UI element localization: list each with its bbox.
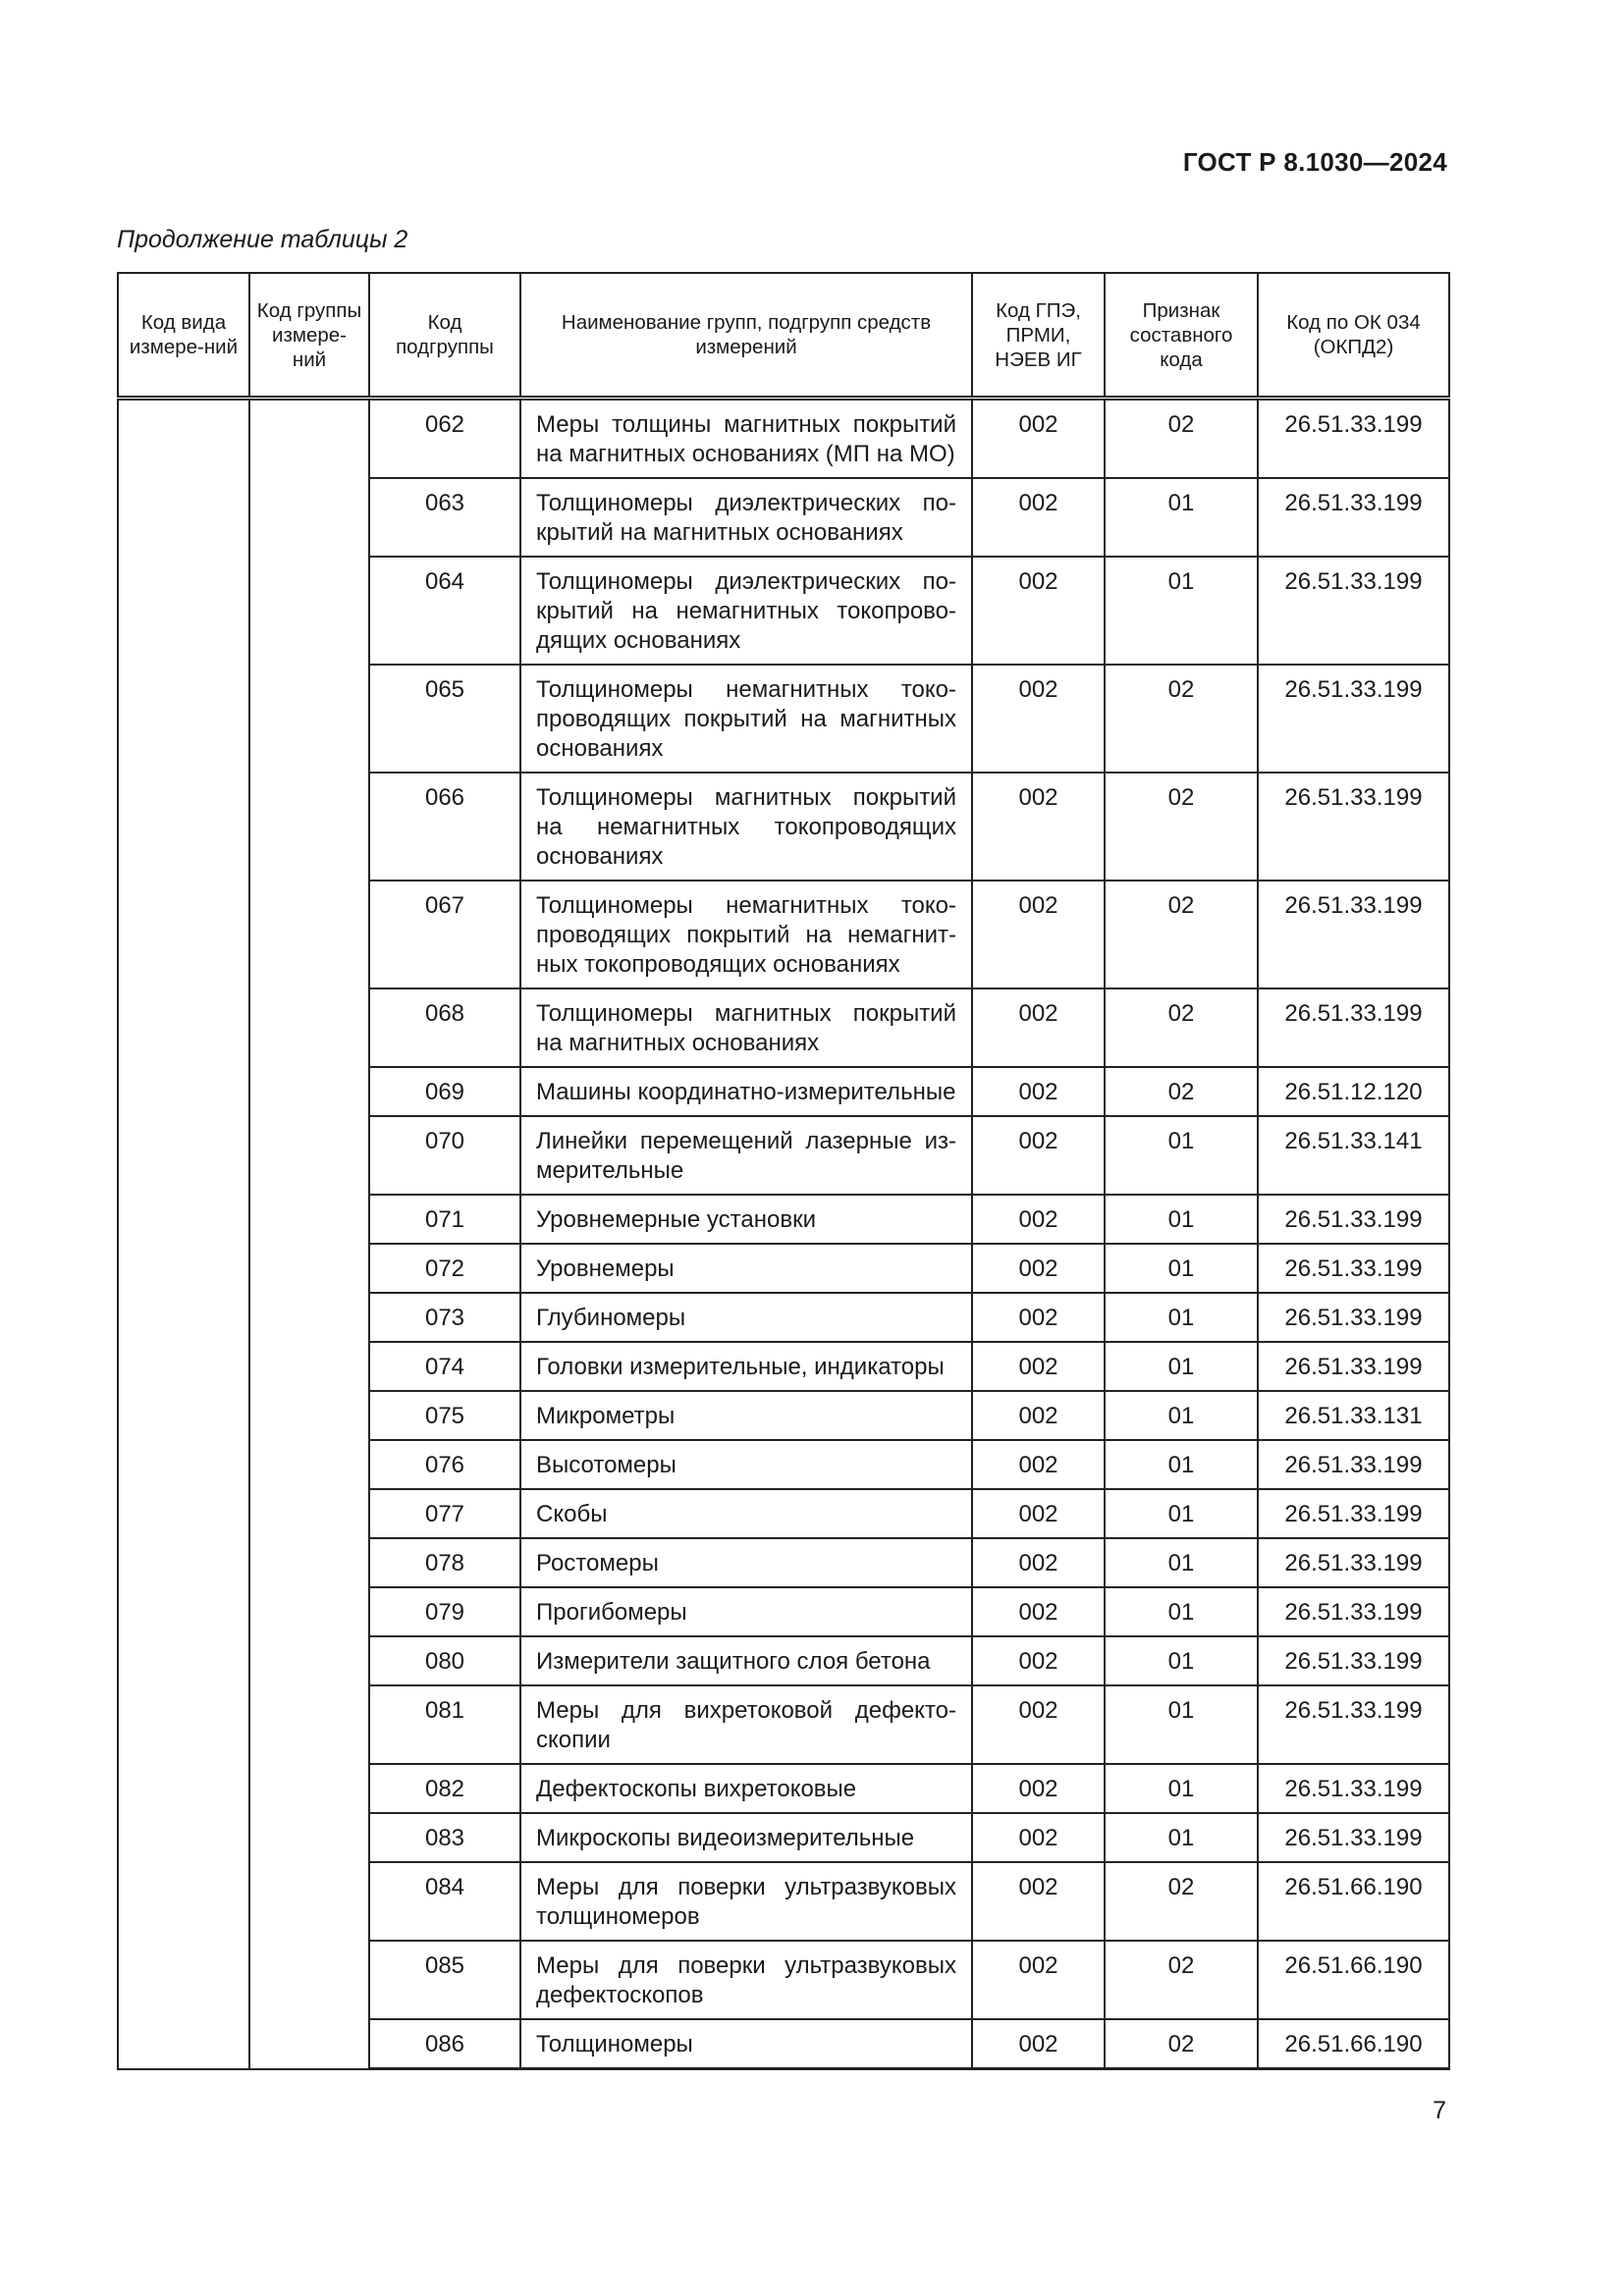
group-name-cell: Прогибомеры (520, 1587, 972, 1636)
group-name-cell: Меры толщины магнитных покрытий на магнитных основаниях (МП на МО) (520, 399, 972, 479)
composite-sign-cell: 01 (1105, 557, 1258, 665)
subgroup-code-cell: 077 (369, 1489, 520, 1538)
subgroup-code-cell: 086 (369, 2019, 520, 2069)
okpd-code-cell: 26.51.33.199 (1258, 1244, 1449, 1293)
column-header: Код группы измере-ний (249, 273, 369, 399)
subgroup-code-cell: 068 (369, 988, 520, 1067)
subgroup-code-cell: 066 (369, 773, 520, 881)
gpe-code-cell: 002 (972, 1941, 1105, 2019)
group-name-cell: Меры для вихретоковой дефекто-скопии (520, 1685, 972, 1764)
composite-sign-cell: 01 (1105, 1587, 1258, 1636)
kind-code-cell (118, 399, 249, 2069)
group-name-cell: Меры для поверки ультразвуковых дефектоскопов (520, 1941, 972, 2019)
group-name-cell: Ростомеры (520, 1538, 972, 1587)
group-name-cell: Глубиномеры (520, 1293, 972, 1342)
gpe-code-cell: 002 (972, 1813, 1105, 1862)
gpe-code-cell: 002 (972, 1067, 1105, 1116)
gpe-code-cell: 002 (972, 1116, 1105, 1195)
column-header: Код ГПЭ, ПРМИ, НЭЕВ ИГ (972, 273, 1105, 399)
okpd-code-cell: 26.51.33.199 (1258, 1538, 1449, 1587)
okpd-code-cell: 26.51.33.199 (1258, 881, 1449, 988)
gpe-code-cell: 002 (972, 1862, 1105, 1941)
okpd-code-cell: 26.51.33.199 (1258, 1813, 1449, 1862)
subgroup-code-cell: 065 (369, 665, 520, 773)
subgroup-code-cell: 080 (369, 1636, 520, 1685)
okpd-code-cell: 26.51.33.199 (1258, 1489, 1449, 1538)
subgroup-code-cell: 079 (369, 1587, 520, 1636)
column-header: Наименование групп, подгрупп средств измерений (520, 273, 972, 399)
column-header: Код по ОК 034 (ОКПД2) (1258, 273, 1449, 399)
composite-sign-cell: 01 (1105, 478, 1258, 557)
composite-sign-cell: 02 (1105, 399, 1258, 479)
gpe-code-cell: 002 (972, 665, 1105, 773)
subgroup-code-cell: 084 (369, 1862, 520, 1941)
table-row (118, 399, 1449, 479)
composite-sign-cell: 02 (1105, 881, 1258, 988)
gpe-code-cell: 002 (972, 399, 1105, 479)
okpd-code-cell: 26.51.33.199 (1258, 1764, 1449, 1813)
subgroup-code-cell: 083 (369, 1813, 520, 1862)
group-name-cell: Толщиномеры (520, 2019, 972, 2069)
subgroup-code-cell: 064 (369, 557, 520, 665)
measuring-instruments-table (117, 272, 1450, 2070)
composite-sign-cell: 01 (1105, 1636, 1258, 1685)
okpd-code-cell: 26.51.66.190 (1258, 1941, 1449, 2019)
okpd-code-cell: 26.51.66.190 (1258, 2019, 1449, 2069)
subgroup-code-cell: 072 (369, 1244, 520, 1293)
group-name-cell: Машины координатно-измерительные (520, 1067, 972, 1116)
group-name-cell: Толщиномеры магнитных покрытий на немагнитных токопроводящих основаниях (520, 773, 972, 881)
composite-sign-cell: 01 (1105, 1538, 1258, 1587)
composite-sign-cell: 02 (1105, 1941, 1258, 2019)
group-name-cell: Толщиномеры диэлектрических по-крытий на магнитных основаниях (520, 478, 972, 557)
gpe-code-cell: 002 (972, 1440, 1105, 1489)
gpe-code-cell: 002 (972, 1391, 1105, 1440)
document-code: ГОСТ Р 8.1030—2024 (1182, 147, 1447, 177)
okpd-code-cell: 26.51.33.199 (1258, 399, 1449, 479)
composite-sign-cell: 01 (1105, 1685, 1258, 1764)
okpd-code-cell: 26.51.33.199 (1258, 1293, 1449, 1342)
gpe-code-cell: 002 (972, 1195, 1105, 1244)
composite-sign-cell: 01 (1105, 1440, 1258, 1489)
subgroup-code-cell: 082 (369, 1764, 520, 1813)
gpe-code-cell: 002 (972, 557, 1105, 665)
subgroup-code-cell: 073 (369, 1293, 520, 1342)
okpd-code-cell: 26.51.33.199 (1258, 1636, 1449, 1685)
gpe-code-cell: 002 (972, 1244, 1105, 1293)
gpe-code-cell: 002 (972, 988, 1105, 1067)
okpd-code-cell: 26.51.33.199 (1258, 478, 1449, 557)
subgroup-code-cell: 067 (369, 881, 520, 988)
column-header: Код подгруппы (369, 273, 520, 399)
composite-sign-cell: 02 (1105, 665, 1258, 773)
gpe-code-cell: 002 (972, 2019, 1105, 2069)
gpe-code-cell: 002 (972, 1342, 1105, 1391)
group-name-cell: Толщиномеры магнитных покрытий на магнитных основаниях (520, 988, 972, 1067)
table-caption: Продолжение таблицы 2 (117, 226, 408, 253)
composite-sign-cell: 02 (1105, 988, 1258, 1067)
group-name-cell: Толщиномеры немагнитных токо-проводящих покрытий на магнитных основаниях (520, 665, 972, 773)
subgroup-code-cell: 076 (369, 1440, 520, 1489)
okpd-code-cell: 26.51.33.199 (1258, 1587, 1449, 1636)
gpe-code-cell: 002 (972, 1587, 1105, 1636)
subgroup-code-cell: 085 (369, 1941, 520, 2019)
page-number: 7 (1433, 2097, 1446, 2124)
gpe-code-cell: 002 (972, 1764, 1105, 1813)
okpd-code-cell: 26.51.33.131 (1258, 1391, 1449, 1440)
subgroup-code-cell: 071 (369, 1195, 520, 1244)
group-name-cell: Измерители защитного слоя бетона (520, 1636, 972, 1685)
subgroup-code-cell: 062 (369, 399, 520, 479)
subgroup-code-cell: 078 (369, 1538, 520, 1587)
composite-sign-cell: 02 (1105, 2019, 1258, 2069)
gpe-code-cell: 002 (972, 1538, 1105, 1587)
composite-sign-cell: 01 (1105, 1391, 1258, 1440)
composite-sign-cell: 01 (1105, 1195, 1258, 1244)
group-name-cell: Головки измерительные, индикаторы (520, 1342, 972, 1391)
composite-sign-cell: 01 (1105, 1293, 1258, 1342)
group-name-cell: Толщиномеры немагнитных токо-проводящих покрытий на немагнит-ных токопроводящих основаниях (520, 881, 972, 988)
gpe-code-cell: 002 (972, 773, 1105, 881)
gpe-code-cell: 002 (972, 1489, 1105, 1538)
group-name-cell: Линейки перемещений лазерные из-мерительные (520, 1116, 972, 1195)
subgroup-code-cell: 069 (369, 1067, 520, 1116)
okpd-code-cell: 26.51.33.199 (1258, 665, 1449, 773)
composite-sign-cell: 02 (1105, 1067, 1258, 1116)
okpd-code-cell: 26.51.66.190 (1258, 1862, 1449, 1941)
composite-sign-cell: 01 (1105, 1489, 1258, 1538)
table-header-row (118, 273, 1449, 399)
column-header: Код вида измере-ний (118, 273, 249, 399)
subgroup-code-cell: 063 (369, 478, 520, 557)
subgroup-code-cell: 081 (369, 1685, 520, 1764)
group-name-cell: Дефектоскопы вихретоковые (520, 1764, 972, 1813)
okpd-code-cell: 26.51.33.141 (1258, 1116, 1449, 1195)
gpe-code-cell: 002 (972, 1293, 1105, 1342)
composite-sign-cell: 01 (1105, 1116, 1258, 1195)
group-name-cell: Скобы (520, 1489, 972, 1538)
composite-sign-cell: 02 (1105, 1862, 1258, 1941)
okpd-code-cell: 26.51.12.120 (1258, 1067, 1449, 1116)
group-code-cell (249, 399, 369, 2069)
group-name-cell: Высотомеры (520, 1440, 972, 1489)
composite-sign-cell: 01 (1105, 1342, 1258, 1391)
group-name-cell: Микроскопы видеоизмерительные (520, 1813, 972, 1862)
okpd-code-cell: 26.51.33.199 (1258, 1440, 1449, 1489)
gpe-code-cell: 002 (972, 1685, 1105, 1764)
group-name-cell: Толщиномеры диэлектрических по-крытий на немагнитных токопрово-дящих основаниях (520, 557, 972, 665)
okpd-code-cell: 26.51.33.199 (1258, 1342, 1449, 1391)
subgroup-code-cell: 070 (369, 1116, 520, 1195)
composite-sign-cell: 01 (1105, 1764, 1258, 1813)
group-name-cell: Уровнемеры (520, 1244, 972, 1293)
okpd-code-cell: 26.51.33.199 (1258, 557, 1449, 665)
composite-sign-cell: 02 (1105, 773, 1258, 881)
okpd-code-cell: 26.51.33.199 (1258, 773, 1449, 881)
composite-sign-cell: 01 (1105, 1813, 1258, 1862)
okpd-code-cell: 26.51.33.199 (1258, 1685, 1449, 1764)
group-name-cell: Меры для поверки ультразвуковых толщиномеров (520, 1862, 972, 1941)
gpe-code-cell: 002 (972, 1636, 1105, 1685)
gpe-code-cell: 002 (972, 478, 1105, 557)
column-header: Признак составного кода (1105, 273, 1258, 399)
composite-sign-cell: 01 (1105, 1244, 1258, 1293)
group-name-cell: Микрометры (520, 1391, 972, 1440)
subgroup-code-cell: 075 (369, 1391, 520, 1440)
gpe-code-cell: 002 (972, 881, 1105, 988)
okpd-code-cell: 26.51.33.199 (1258, 1195, 1449, 1244)
group-name-cell: Уровнемерные установки (520, 1195, 972, 1244)
subgroup-code-cell: 074 (369, 1342, 520, 1391)
okpd-code-cell: 26.51.33.199 (1258, 988, 1449, 1067)
